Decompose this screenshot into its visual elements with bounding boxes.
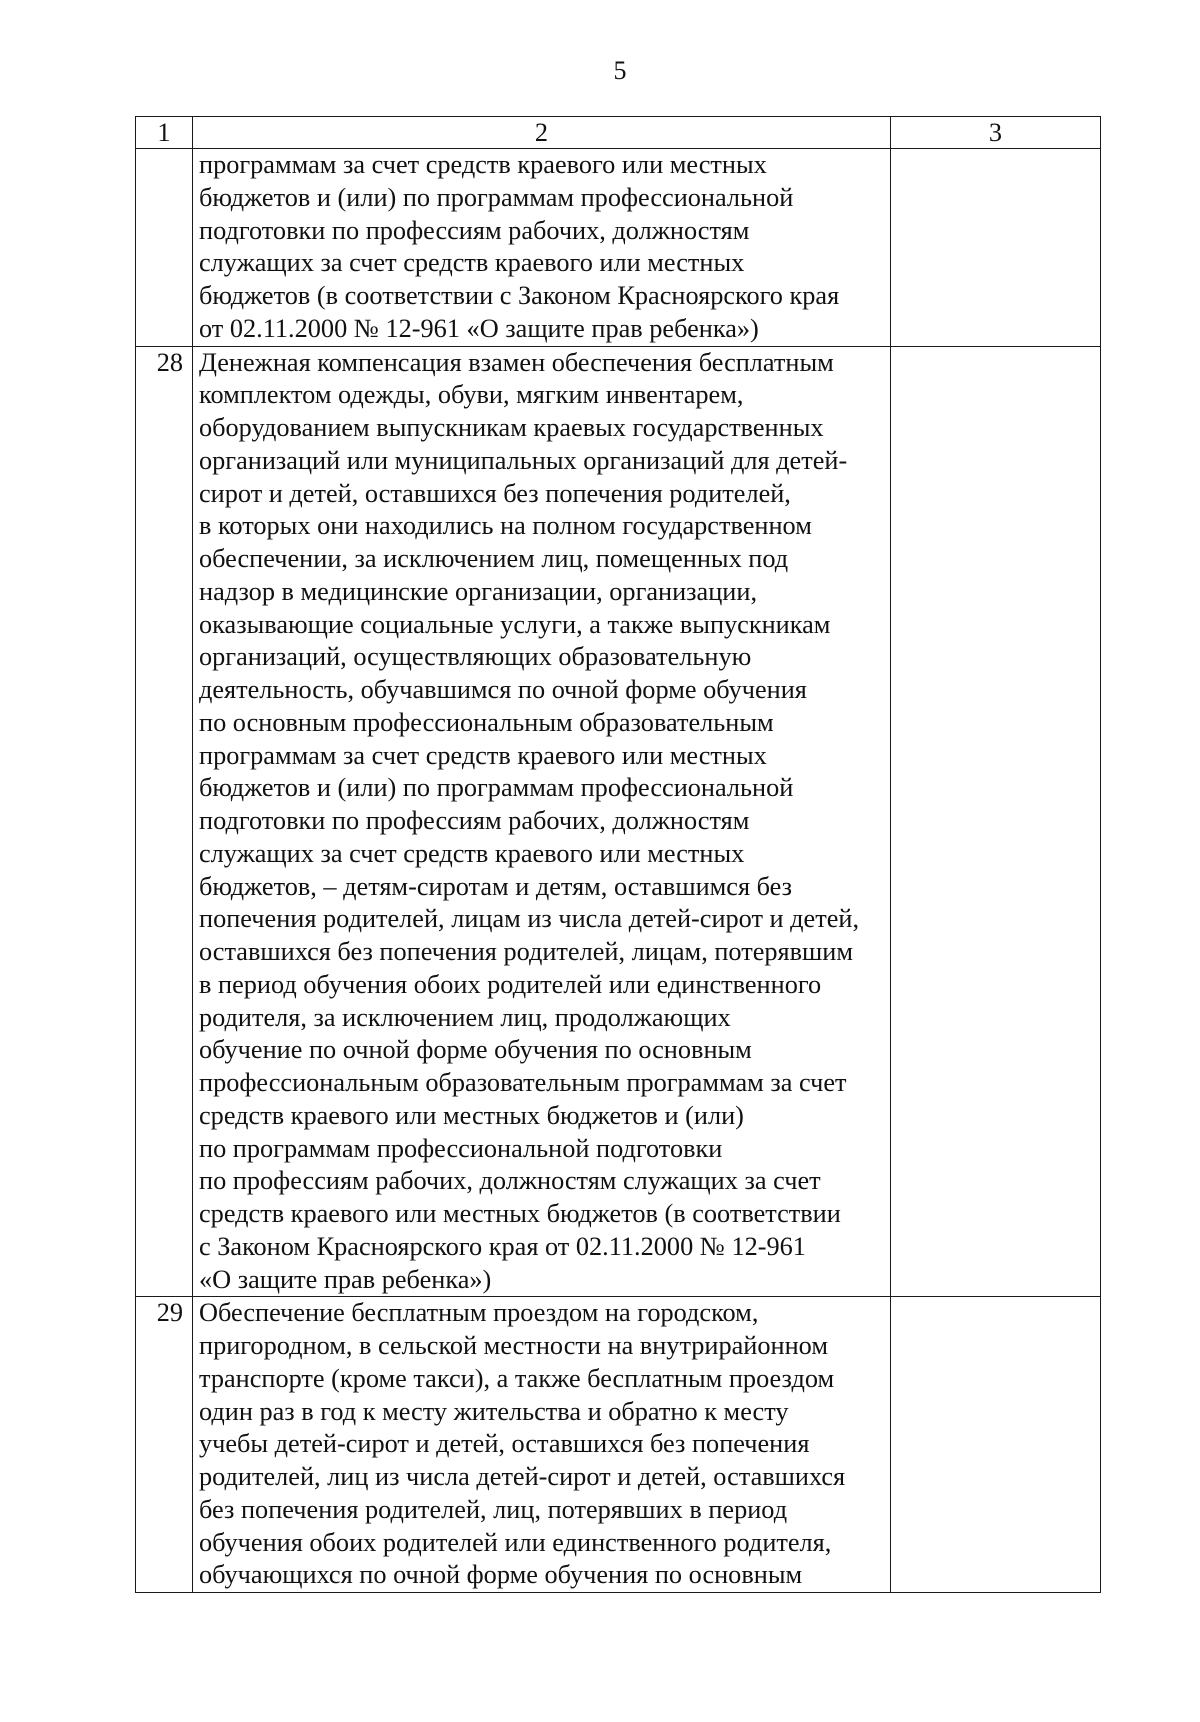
description-line: средств краевого или местных бюджетов и (или) (199, 1100, 744, 1130)
description-line: пригородном, в сельской местности на внутрирайонном (199, 1331, 828, 1360)
description-line: подготовки по профессиям рабочих, должностям (199, 806, 750, 835)
row-description (193, 149, 891, 347)
description-line: от 02.11.2000 № 12-961 «О защите прав ребенка») (199, 313, 759, 343)
description-line: организаций или муниципальных организаций для детей- (199, 445, 848, 475)
description-line: попечения родителей, лицам из числа детей-сирот и детей, (199, 904, 860, 934)
description-line: Обеспечение бесплатным проездом на городском, (199, 1298, 759, 1328)
description-line: по основным профессиональным образовательным (199, 707, 774, 737)
header-col-3: 3 (891, 117, 1101, 149)
description-line: бюджетов, – детям-сиротам и детям, оставшимся без (199, 871, 793, 901)
header-col-2: 2 (193, 117, 891, 149)
table-row (136, 1297, 1101, 1593)
description-line: надзор в медицинские организации, организации, (199, 576, 758, 606)
description-line: один раз в год к месту жительства и обратно к месту (199, 1396, 789, 1426)
description-line: «О защите прав ребенка») (199, 1264, 492, 1294)
row-number (136, 149, 193, 347)
row-col3 (891, 1297, 1101, 1593)
description-line: транспорте (кроме такси), а также бесплатным проездом (199, 1363, 835, 1393)
description-line: служащих за счет средств краевого или местных (199, 248, 745, 278)
description-line: обучения обоих родителей или единственного родителя, (199, 1527, 832, 1557)
row-col3 (891, 149, 1101, 347)
description-line: обеспечении, за исключением лиц, помещенных под (199, 544, 789, 573)
description-line: бюджетов и (или) по программам профессиональной (199, 182, 794, 212)
description-line: родителей, лиц из числа детей-сирот и детей, оставшихся (199, 1462, 846, 1491)
row-description (193, 1297, 891, 1593)
description-line: средств краевого или местных бюджетов (в соответствии (199, 1199, 841, 1228)
page-number: 5 (613, 56, 627, 85)
description-line: профессиональным образовательным программам за счет (199, 1068, 847, 1097)
description-line: родителя, за исключением лиц, продолжающих (199, 1002, 731, 1032)
description-line: оборудованием выпускникам краевых государственных (199, 413, 824, 442)
description-line: программам за счет средств краевого или местных (199, 150, 767, 179)
description-line: бюджетов (в соответствии с Законом Красноярского края (199, 281, 840, 310)
description-line: в период обучения обоих родителей или единственного (199, 969, 822, 999)
description-line: подготовки по профессиям рабочих, должностям (199, 215, 750, 245)
description-line: Денежная компенсация взамен обеспечения бесплатным (199, 347, 834, 377)
table-row (136, 346, 1101, 1297)
description-line: организаций, осуществляющих образовательную (199, 642, 752, 672)
row-col3 (891, 346, 1101, 1297)
header-col-1: 1 (136, 117, 193, 149)
description-line: оказывающие социальные услуги, а также выпускникам (199, 609, 831, 639)
description-line: сирот и детей, оставшихся без попечения родителей, (199, 478, 791, 508)
description-line: программам за счет средств краевого или местных (199, 740, 767, 770)
description-line: оставшихся без попечения родителей, лицам, потерявшим (199, 937, 854, 966)
description-line: бюджетов и (или) по программам профессиональной (199, 773, 794, 803)
table-header-row (136, 117, 1101, 149)
document-table (135, 116, 1101, 1593)
description-line: учебы детей-сирот и детей, оставшихся без попечения (199, 1429, 810, 1459)
description-line: комплектом одежды, обуви, мягким инвентарем, (199, 380, 744, 410)
description-line: в которых они находились на полном государственном (199, 511, 812, 541)
row-number: 29 (136, 1297, 193, 1593)
description-line: служащих за счет средств краевого или местных (199, 838, 745, 868)
description-line: без попечения родителей, лиц, потерявших в период (199, 1494, 788, 1524)
description-line: деятельность, обучавшимся по очной форме обучения (199, 675, 807, 704)
description-line: по программам профессиональной подготовки (199, 1133, 723, 1163)
description-line: обучающихся по очной форме обучения по основным (199, 1560, 803, 1590)
table-row (136, 149, 1101, 347)
row-description (193, 346, 891, 1297)
description-line: по профессиям рабочих, должностям служащих за счет (199, 1166, 821, 1196)
description-line: с Законом Красноярского края от 02.11.2000 № 12-961 (199, 1231, 806, 1261)
row-number: 28 (136, 346, 193, 1297)
description-line: обучение по очной форме обучения по основным (199, 1035, 752, 1065)
